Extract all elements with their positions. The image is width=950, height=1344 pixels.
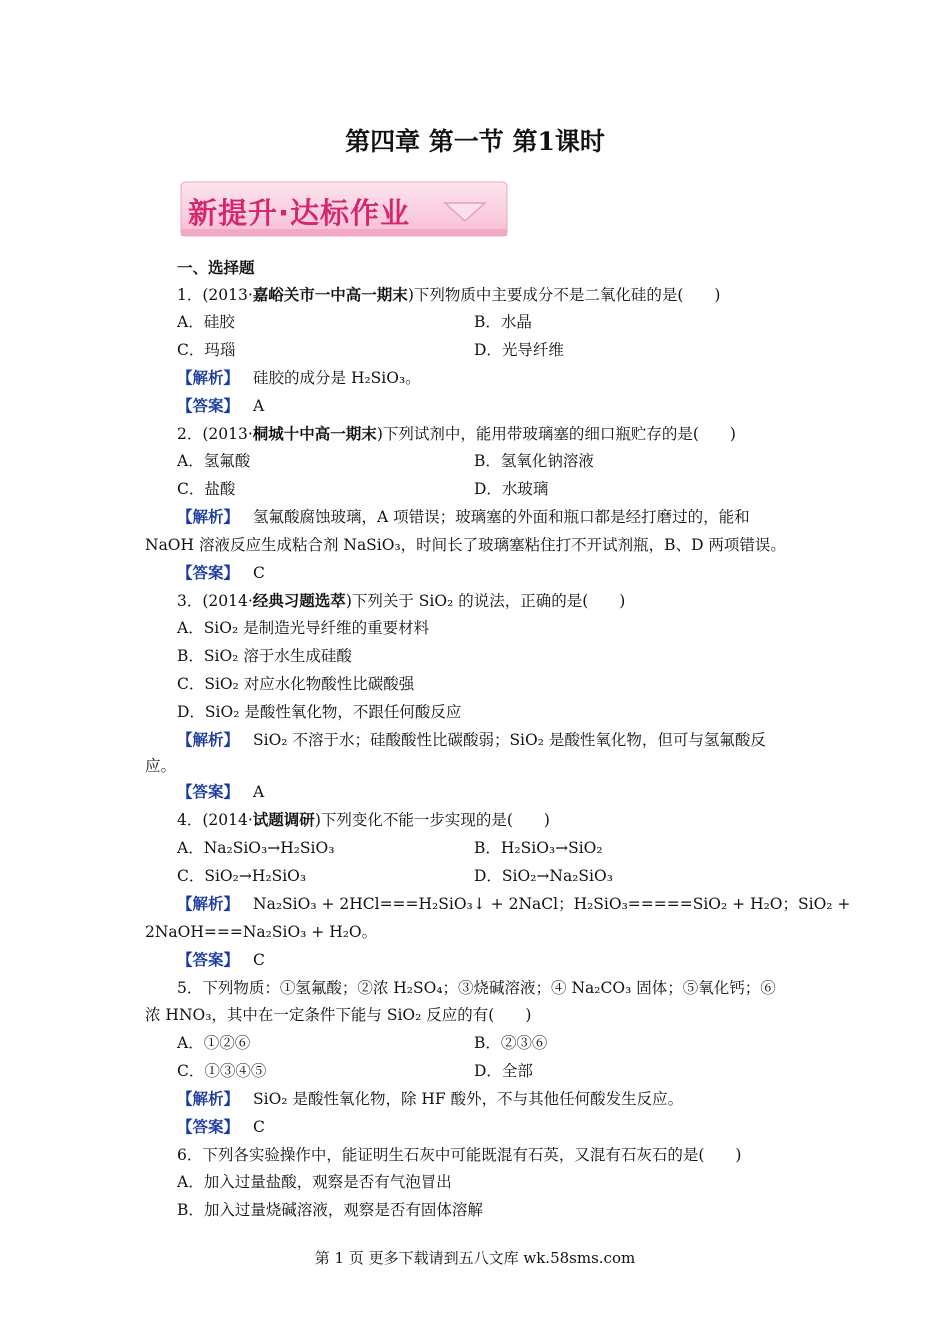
q2-analysis: 【解析】 氢氟酸腐蚀玻璃，A 项错误；玻璃塞的外面和瓶口都是经打磨过的，能和 — [177, 507, 750, 526]
q1-answer: 【答案】 A — [177, 396, 265, 415]
q2-answer: 【答案】 C — [177, 563, 265, 582]
q4-answer: 【答案】 C — [177, 950, 265, 969]
q1-option-b: B．水晶 — [474, 313, 532, 331]
section-banner — [180, 181, 510, 239]
q3-analysis: 【解析】 SiO₂ 不溶于水；硅酸酸性比碳酸弱；SiO₂ 是酸性氧化物，但可与氢氟酸反 — [177, 730, 766, 749]
question-5: 5．下列物质：①氢氟酸；②浓 H₂SO₄；③烧碱溶液；④ Na₂CO₃ 固体；⑤氧化钙；⑥ — [177, 979, 776, 997]
q4-option-d: D．SiO₂→Na₂SiO₃ — [474, 867, 613, 885]
q5-option-a: A．①②⑥ — [177, 1034, 251, 1052]
q1-analysis: 【解析】 硅胶的成分是 H₂SiO₃。 — [177, 368, 421, 387]
banner-title: 新提升·达标作业 — [188, 196, 411, 230]
q6-option-b: B．加入过量烧碱溶液，观察是否有固体溶解 — [177, 1201, 483, 1219]
question-4: 4．(2014·试题调研)下列变化不能一步实现的是( ) — [177, 810, 550, 829]
q1-option-c: C．玛瑙 — [177, 341, 236, 359]
q4-option-a: A．Na₂SiO₃→H₂SiO₃ — [177, 839, 335, 857]
q3-answer: 【答案】 A — [177, 782, 265, 801]
q3-option-b: B．SiO₂ 溶于水生成硅酸 — [177, 647, 352, 665]
question-2: 2．(2013·桐城十中高一期末)下列试剂中，能用带玻璃塞的细口瓶贮存的是( ) — [177, 424, 736, 443]
q2-option-a: A．氢氟酸 — [177, 452, 251, 470]
q5-option-c: C．①③④⑤ — [177, 1062, 267, 1080]
question-5-cont: 浓 HNO₃，其中在一定条件下能与 SiO₂ 反应的有( ) — [145, 1006, 532, 1024]
q5-answer: 【答案】 C — [177, 1117, 265, 1136]
section-heading: 一、选择题 — [177, 258, 255, 277]
q5-option-b: B．②③⑥ — [474, 1034, 548, 1052]
q2-analysis-cont: NaOH 溶液反应生成粘合剂 NaSiO₃，时间长了玻璃塞粘住打不开试剂瓶，B、D 两项错误。 — [145, 536, 786, 554]
question-1: 1．(2013·嘉峪关市一中高一期末)下列物质中主要成分不是二氧化硅的是( ) — [177, 285, 721, 304]
question-3: 3．(2014·经典习题选萃)下列关于 SiO₂ 的说法，正确的是( ) — [177, 591, 626, 610]
q3-option-a: A．SiO₂ 是制造光导纤维的重要材料 — [177, 619, 430, 637]
q6-option-a: A．加入过量盐酸，观察是否有气泡冒出 — [177, 1173, 452, 1191]
question-6: 6．下列各实验操作中，能证明生石灰中可能既混有石英，又混有石灰石的是( ) — [177, 1146, 742, 1164]
q3-analysis-cont: 应。 — [145, 757, 177, 775]
q2-option-d: D．水玻璃 — [474, 480, 549, 498]
q4-analysis: 【解析】 Na₂SiO₃ + 2HCl===H₂SiO₃↓ + 2NaCl；H₂SiO₃=====SiO₂ + H₂O；SiO₂ + — [177, 894, 851, 913]
q4-option-b: B．H₂SiO₃→SiO₂ — [474, 839, 603, 857]
page-footer: 第 1 页 更多下载请到五八文库 wk.58sms.com — [314, 1249, 636, 1267]
q5-analysis: 【解析】 SiO₂ 是酸性氧化物，除 HF 酸外，不与其他任何酸发生反应。 — [177, 1089, 684, 1108]
q2-option-b: B．氢氧化钠溶液 — [474, 452, 594, 470]
q3-option-d: D．SiO₂ 是酸性氧化物，不跟任何酸反应 — [177, 703, 462, 721]
q1-option-d: D．光导纤维 — [474, 341, 564, 359]
q5-option-d: D．全部 — [474, 1062, 533, 1080]
q4-option-c: C．SiO₂→H₂SiO₃ — [177, 867, 307, 885]
q3-option-c: C．SiO₂ 对应水化物酸性比碳酸强 — [177, 675, 415, 693]
q4-analysis-cont: 2NaOH===Na₂SiO₃ + H₂O。 — [145, 923, 378, 941]
q1-option-a: A．硅胶 — [177, 313, 235, 331]
q2-option-c: C．盐酸 — [177, 480, 236, 498]
page-title: 第四章 第一节 第1课时 — [345, 127, 605, 156]
